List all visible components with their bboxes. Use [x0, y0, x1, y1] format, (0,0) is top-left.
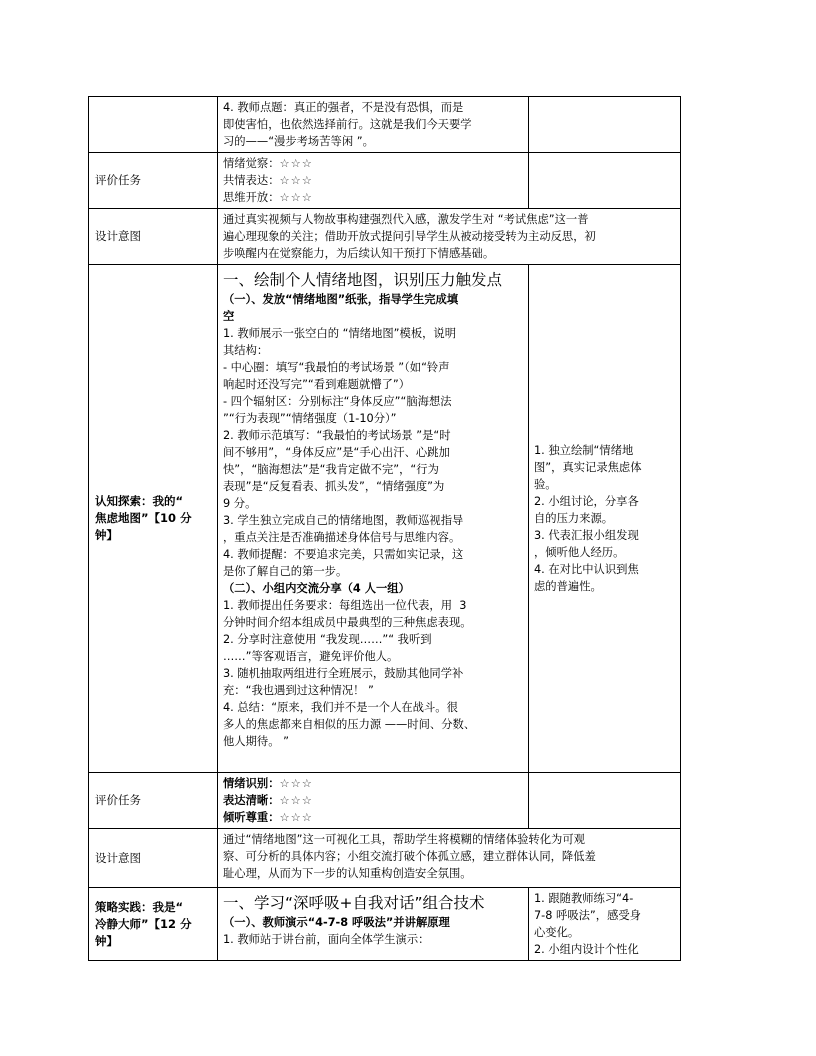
- row-label: [89, 829, 218, 888]
- row-teacher-point: [89, 97, 681, 153]
- design-intent-cell: [218, 829, 681, 888]
- text-line: 2. 分享时注意使用 “我发现……”“ 我听到: [223, 633, 432, 646]
- star-rating: ☆☆☆: [279, 777, 313, 790]
- evaluation-cell: [218, 773, 529, 829]
- text-line: 通过“情绪地图”这一可视化工具，帮助学生将模糊的情绪体验转化为可观: [223, 833, 585, 846]
- row-label: [89, 265, 218, 773]
- text-line: 1. 跟随教师练习“4-: [534, 892, 634, 905]
- text-line: 响起时还没写完”“看到难题就懵了”）: [223, 378, 411, 391]
- activity-lines: [223, 291, 523, 750]
- text-line: 1. 独立绘制“情绪地: [534, 444, 634, 457]
- text-line: 2. 小组讨论，分享各: [534, 495, 639, 508]
- text-line: 快”，“脑海想法”是“我肯定做不完”，“行为: [223, 463, 439, 476]
- label-text: 冷静大师”【12 分: [95, 916, 192, 931]
- text-line: 虑的普遍性。: [534, 580, 602, 593]
- star-rating: ☆☆☆: [279, 794, 313, 807]
- row-evaluation-1: [89, 153, 681, 209]
- text-line: 4. 在对比中认识到焦: [534, 563, 639, 576]
- text-line: 3. 代表汇报小组发现: [534, 529, 639, 542]
- text-line: 1. 教师展示一张空白的 “情绪地图”模板，说明: [223, 327, 457, 340]
- text-line: 空: [223, 310, 235, 323]
- row2-right-cell: [529, 153, 681, 209]
- evaluation-label: 共情表达：: [223, 174, 280, 187]
- label-text: 设计意图: [95, 229, 141, 243]
- text-line: 察、可分析的具体内容；小组交流打破个体孤立感，建立群体认同，降低羞: [223, 850, 596, 863]
- evaluation-item: [223, 809, 523, 826]
- evaluation-item: [223, 155, 523, 172]
- text-line: 充：“我也遇到过这种情况！ ”: [223, 684, 374, 697]
- row1-content-cell: [218, 97, 529, 153]
- evaluation-label: 表达清晰：: [223, 794, 280, 807]
- text-line: 习的——“漫步考场苦等闲 ”。: [223, 135, 374, 148]
- activity-lines: [223, 914, 523, 948]
- label-text: 认知探索：我的“: [95, 494, 184, 508]
- text-line: （一）、发放“情绪地图”纸张，指导学生完成填: [223, 293, 459, 306]
- row1-label-cell: [89, 97, 218, 153]
- row5-right-cell: [529, 773, 681, 829]
- text-line: 3. 学生独立完成自己的情绪地图，教师巡视指导: [223, 514, 464, 527]
- text-line: 4. 教师提醒：不要追求完美，只需如实记录，这: [223, 548, 464, 561]
- star-rating: ☆☆☆: [279, 191, 313, 204]
- text-line: 9 分。: [223, 497, 257, 510]
- row-strategy-practice: [89, 888, 681, 961]
- text-line: 间不够用”，“身体反应”是“手心出汗、心跳加: [223, 446, 450, 459]
- student-activity-cell: [529, 265, 681, 773]
- evaluation-label: 思维开放：: [223, 191, 280, 204]
- text-line: 心变化。: [534, 926, 580, 939]
- row-evaluation-2: [89, 773, 681, 829]
- text-line: 步唤醒内在觉察能力，为后续认知干预打下情感基础。: [223, 247, 495, 260]
- student-activity-lines: [534, 890, 675, 958]
- section-heading: 一、绘制个人情绪地图，识别压力触发点: [223, 271, 503, 289]
- row-design-intent-1: [89, 209, 681, 265]
- text-line: 验。: [534, 478, 557, 491]
- text-line: 遍心理现象的关注；借助开放式提问引导学生从被动接受转为主动反思，初: [223, 230, 596, 243]
- text-line: 即使害怕，也依然选择前行。这就是我们今天要学: [223, 118, 472, 131]
- row-label: [89, 153, 218, 209]
- text-line: 通过真实视频与人物故事构建强烈代入感，激发学生对 “考试焦虑”这一普: [223, 213, 589, 226]
- row-label: [89, 888, 218, 961]
- label-text: 设计意图: [95, 850, 141, 865]
- text-line: 图”，真实记录焦虑体: [534, 461, 642, 474]
- student-activity-lines: [534, 442, 675, 595]
- evaluation-cell: [218, 153, 529, 209]
- text-line: 耻心理，从而为下一步的认知重构创造安全氛围。: [223, 867, 472, 880]
- text-line: 4. 教师点题：真正的强者，不是没有恐惧，而是: [223, 101, 464, 114]
- text-line: 2. 教师示范填写：“我最怕的考试场景 ”是“时: [223, 429, 451, 442]
- label-text: 钟】: [95, 528, 118, 542]
- row-design-intent-2: [89, 829, 681, 888]
- label-text: 评价任务: [95, 173, 141, 187]
- label-text: 评价任务: [95, 793, 141, 807]
- evaluation-item: [223, 172, 523, 189]
- text-line: 4. 总结：“原来，我们并不是一个人在战斗。很: [223, 701, 458, 714]
- star-rating: ☆☆☆: [279, 174, 313, 187]
- text-line: ，重点关注是否准确描述身体信号与思维内容。: [223, 531, 461, 544]
- text-line: 1. 教师站于讲台前，面向全体学生演示：: [223, 933, 430, 946]
- text-line: 3. 随机抽取两组进行全班展示，鼓励其他同学补: [223, 667, 464, 680]
- label-text: 策略实践：我是“: [95, 899, 184, 914]
- text-line: 自的压力来源。: [534, 512, 614, 525]
- text-line: ……”等客观语言，避免评价他人。: [223, 650, 399, 663]
- star-rating: ☆☆☆: [279, 811, 313, 824]
- evaluation-label: 情绪觉察：: [223, 157, 280, 170]
- text-line: 分钟时间介绍本组成员中最典型的三种焦虑表现。: [223, 616, 472, 629]
- evaluation-label: 倾听尊重：: [223, 811, 280, 824]
- evaluation-item: [223, 189, 523, 206]
- activity-content-cell: [218, 265, 529, 773]
- row1-right-cell: [529, 97, 681, 153]
- text-line: 2. 小组内设计个性化: [534, 943, 639, 956]
- star-rating: ☆☆☆: [279, 157, 313, 170]
- text-line: 表现”是“反复看表、抓头发”，“情绪强度”为: [223, 480, 445, 493]
- evaluation-item: [223, 775, 523, 792]
- section-heading: 一、学习“深呼吸+自我对话”组合技术: [223, 894, 485, 912]
- text-line: 多人的焦虑都来自相似的压力源 ——时间、分数、: [223, 718, 476, 731]
- row-cognitive-exploration: [89, 265, 681, 773]
- text-line: （一）、教师演示“4-7-8 呼吸法”并讲解原理: [223, 916, 450, 929]
- student-activity-cell: [529, 888, 681, 961]
- lesson-plan-table: [88, 96, 681, 961]
- evaluation-label: 情绪识别：: [223, 777, 280, 790]
- text-line: - 四个辐射区：分别标注“身体反应”“脑海想法: [223, 395, 452, 408]
- row-label: [89, 209, 218, 265]
- text-line: 7-8 呼吸法”，感受身: [534, 909, 641, 922]
- label-text: 焦虑地图”【10 分: [95, 511, 192, 525]
- text-line: 他人期待。 ”: [223, 735, 289, 748]
- row-label: [89, 773, 218, 829]
- design-intent-cell: [218, 209, 681, 265]
- activity-content-cell: [218, 888, 529, 961]
- text-line: ，倾听他人经历。: [534, 546, 625, 559]
- text-line: - 中心圈：填写“我最怕的考试场景 ”（如“铃声: [223, 361, 450, 374]
- text-line: （二）、小组内交流分享（4 人一组）: [223, 582, 410, 595]
- text-line: ”“行为表现”“情绪强度（1-10分）”: [223, 412, 397, 425]
- evaluation-item: [223, 792, 523, 809]
- label-text: 钟】: [95, 933, 118, 948]
- text-line: 是你了解自己的第一步。: [223, 565, 348, 578]
- text-line: 其结构：: [223, 344, 269, 357]
- text-line: 1. 教师提出任务要求：每组选出一位代表，用 3: [223, 599, 467, 612]
